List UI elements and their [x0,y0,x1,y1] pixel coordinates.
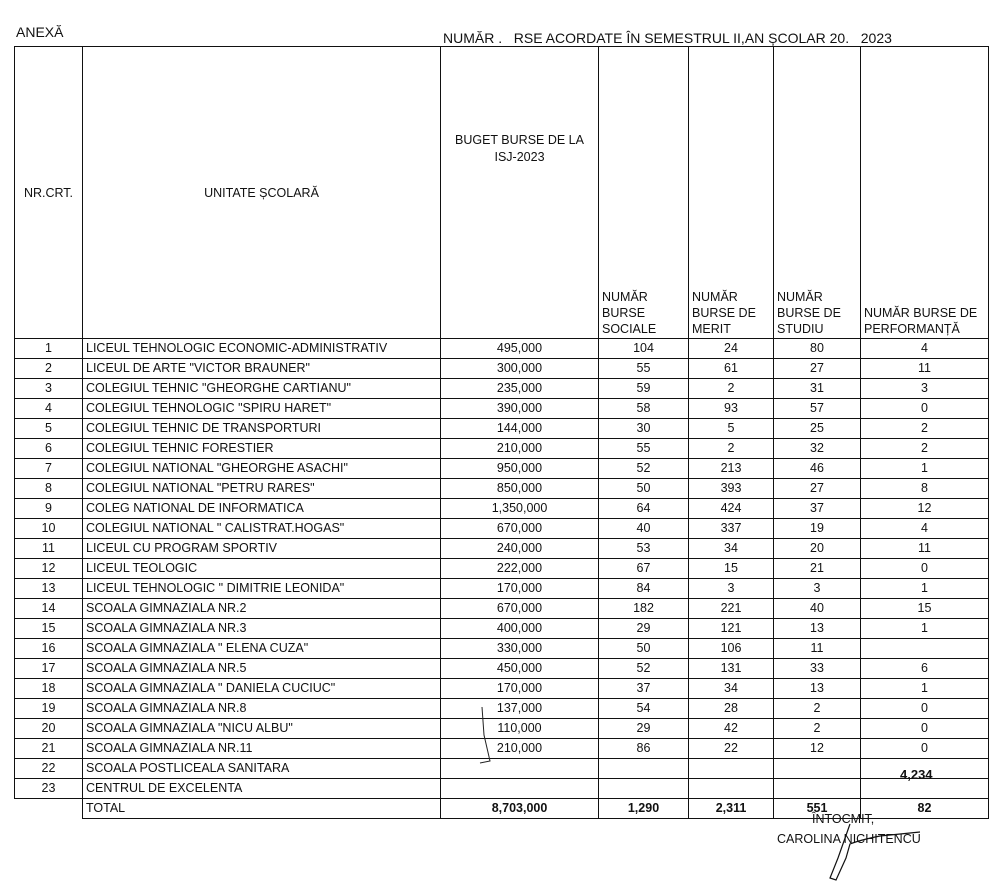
cell-performance: 1 [861,579,989,599]
table-row [15,659,989,679]
cell-nr: 14 [15,599,83,619]
cell-nr: 12 [15,559,83,579]
cell-merit: 337 [689,519,774,539]
table-row [15,539,989,559]
table-row [15,779,989,799]
cell-unit: LICEUL TEOLOGIC [83,559,441,579]
column-header-nr: NR.CRT. [15,47,83,339]
cell-budget: 137,000 [441,699,599,719]
cell-social: 182 [599,599,689,619]
cell-budget: 450,000 [441,659,599,679]
cell-merit: 121 [689,619,774,639]
cell-social: 50 [599,479,689,499]
cell-budget: 300,000 [441,359,599,379]
signature-icon [820,818,930,884]
cell-nr: 15 [15,619,83,639]
cell-study: 37 [774,499,861,519]
cell-unit: CENTRUL DE EXCELENTA [83,779,441,799]
cell-budget: 850,000 [441,479,599,499]
cell-merit: 93 [689,399,774,419]
cell-nr: 21 [15,739,83,759]
cell-merit: 34 [689,539,774,559]
cell-merit: 2 [689,439,774,459]
total-spacer [15,799,83,819]
cell-budget [441,759,599,779]
cell-merit: 131 [689,659,774,679]
cell-nr: 7 [15,459,83,479]
cell-budget: 950,000 [441,459,599,479]
cell-unit: SCOALA GIMNAZIALA " DANIELA CUCIUC" [83,679,441,699]
cell-nr: 5 [15,419,83,439]
cell-unit: COLEGIUL TEHNIC FORESTIER [83,439,441,459]
cell-social: 64 [599,499,689,519]
cell-performance: 4 [861,519,989,539]
cell-performance: 8 [861,479,989,499]
cell-social: 59 [599,379,689,399]
cell-nr: 9 [15,499,83,519]
cell-nr: 4 [15,399,83,419]
cell-unit: SCOALA GIMNAZIALA NR.2 [83,599,441,619]
cell-unit: COLEGIUL NATIONAL "GHEORGHE ASACHI" [83,459,441,479]
cell-unit: SCOALA GIMNAZIALA "NICU ALBU" [83,719,441,739]
table-row [15,399,989,419]
cell-unit: SCOALA GIMNAZIALA NR.8 [83,699,441,719]
cell-social: 53 [599,539,689,559]
cell-unit: COLEGIUL TEHNIC "GHEORGHE CARTIANU" [83,379,441,399]
table-row [15,639,989,659]
cell-budget: 330,000 [441,639,599,659]
cell-unit: SCOALA POSTLICEALA SANITARA [83,759,441,779]
cell-budget: 235,000 [441,379,599,399]
cell-social: 58 [599,399,689,419]
cell-unit: LICEUL TEHNOLOGIC " DIMITRIE LEONIDA" [83,579,441,599]
total-label: TOTAL [83,799,441,819]
column-header-study: NUMĂR BURSE DE STUDIU [774,47,861,339]
cell-merit: 15 [689,559,774,579]
column-header-performance: NUMĂR BURSE DE PERFORMANȚĂ [861,47,989,339]
cell-social: 37 [599,679,689,699]
cell-study: 40 [774,599,861,619]
cell-study: 21 [774,559,861,579]
cell-study: 57 [774,399,861,419]
prepared-by-label: ÎNTOCMIT, [812,812,875,826]
cell-study: 27 [774,359,861,379]
cell-unit: SCOALA GIMNAZIALA NR.11 [83,739,441,759]
cell-performance: 0 [861,699,989,719]
cell-social: 29 [599,719,689,739]
cell-merit: 42 [689,719,774,739]
cell-merit: 213 [689,459,774,479]
table-row [15,579,989,599]
cell-social: 54 [599,699,689,719]
cell-unit: COLEGIUL TEHNOLOGIC "SPIRU HARET" [83,399,441,419]
table-row [15,379,989,399]
cell-budget: 390,000 [441,399,599,419]
table-row [15,419,989,439]
cell-social: 55 [599,439,689,459]
cell-budget: 222,000 [441,559,599,579]
cell-performance: 11 [861,359,989,379]
cell-merit: 393 [689,479,774,499]
cell-unit: LICEUL TEHNOLOGIC ECONOMIC-ADMINISTRATIV [83,339,441,359]
preparer-name: CAROLINA NICHITENCU [777,832,921,846]
cell-performance: 0 [861,719,989,739]
table-row [15,459,989,479]
cell-nr: 20 [15,719,83,739]
cell-social: 50 [599,639,689,659]
cell-nr: 17 [15,659,83,679]
total-social: 1,290 [599,799,689,819]
scholarship-table [14,46,989,819]
cell-performance: 0 [861,399,989,419]
cell-nr: 2 [15,359,83,379]
cell-nr: 8 [15,479,83,499]
cell-social [599,779,689,799]
table-row [15,499,989,519]
annex-label: ANEXĂ [16,24,64,40]
cell-merit [689,779,774,799]
cell-study: 13 [774,679,861,699]
cell-nr: 1 [15,339,83,359]
cell-study: 25 [774,419,861,439]
cell-merit: 24 [689,339,774,359]
cell-nr: 23 [15,779,83,799]
cell-nr: 13 [15,579,83,599]
cell-study: 19 [774,519,861,539]
cell-performance: 1 [861,619,989,639]
table-row [15,599,989,619]
table-row [15,359,989,379]
cell-merit: 61 [689,359,774,379]
cell-budget: 400,000 [441,619,599,639]
cell-budget: 144,000 [441,419,599,439]
cell-study: 46 [774,459,861,479]
cell-nr: 22 [15,759,83,779]
cell-merit [689,759,774,779]
cell-budget: 1,350,000 [441,499,599,519]
cell-merit: 22 [689,739,774,759]
cell-merit: 2 [689,379,774,399]
cell-merit: 3 [689,579,774,599]
total-performance: 82 [861,799,989,819]
cell-budget: 210,000 [441,439,599,459]
cell-social: 40 [599,519,689,539]
table-row [15,479,989,499]
table-row [15,679,989,699]
cell-nr: 19 [15,699,83,719]
cell-nr: 11 [15,539,83,559]
cell-social: 67 [599,559,689,579]
cell-performance: 15 [861,599,989,619]
cell-unit: LICEUL DE ARTE "VICTOR BRAUNER" [83,359,441,379]
total-merit: 2,311 [689,799,774,819]
cell-unit: LICEUL CU PROGRAM SPORTIV [83,539,441,559]
cell-unit: COLEGIUL NATIONAL "PETRU RARES" [83,479,441,499]
cell-performance: 6 [861,659,989,679]
cell-social [599,759,689,779]
table-row [15,339,989,359]
cell-nr: 6 [15,439,83,459]
cell-social: 30 [599,419,689,439]
cell-performance: 2 [861,439,989,459]
cell-merit: 28 [689,699,774,719]
table-row [15,619,989,639]
column-header-merit: NUMĂR BURSE DE MERIT [689,47,774,339]
table-row [15,439,989,459]
cell-unit: SCOALA GIMNAZIALA NR.3 [83,619,441,639]
cell-social: 84 [599,579,689,599]
cell-budget: 170,000 [441,679,599,699]
cell-unit: COLEG NATIONAL DE INFORMATICA [83,499,441,519]
cell-merit: 5 [689,419,774,439]
grand-total: 4,234 [900,767,933,782]
cell-nr: 10 [15,519,83,539]
cell-study: 3 [774,579,861,599]
cell-budget: 170,000 [441,579,599,599]
cell-study: 20 [774,539,861,559]
total-budget: 8,703,000 [441,799,599,819]
cell-study: 33 [774,659,861,679]
cell-study: 80 [774,339,861,359]
cell-study: 2 [774,719,861,739]
cell-nr: 16 [15,639,83,659]
document-title: NUMĂR . RSE ACORDATE ÎN SEMESTRUL II,AN ȘCOLAR 20. 2023 [443,30,892,46]
total-study: 551 [774,799,861,819]
cell-social: 29 [599,619,689,639]
table-row [15,559,989,579]
cell-study: 13 [774,619,861,639]
cell-social: 52 [599,659,689,679]
cell-study [774,759,861,779]
cell-performance: 11 [861,539,989,559]
pen-mark-icon [478,705,508,765]
cell-performance: 12 [861,499,989,519]
cell-budget: 670,000 [441,599,599,619]
cell-budget: 240,000 [441,539,599,559]
cell-merit: 106 [689,639,774,659]
cell-study: 32 [774,439,861,459]
cell-study [774,779,861,799]
cell-budget: 110,000 [441,719,599,739]
cell-social: 104 [599,339,689,359]
cell-social: 86 [599,739,689,759]
cell-unit: COLEGIUL NATIONAL " CALISTRAT.HOGAS" [83,519,441,539]
cell-performance: 4 [861,339,989,359]
table-header-row [15,47,989,339]
cell-performance: 0 [861,559,989,579]
cell-budget [441,779,599,799]
cell-study: 12 [774,739,861,759]
cell-performance: 3 [861,379,989,399]
cell-nr: 3 [15,379,83,399]
cell-unit: COLEGIUL TEHNIC DE TRANSPORTURI [83,419,441,439]
cell-budget: 670,000 [441,519,599,539]
table-row [15,519,989,539]
cell-unit: SCOALA GIMNAZIALA NR.5 [83,659,441,679]
cell-study: 2 [774,699,861,719]
cell-social: 55 [599,359,689,379]
cell-budget: 210,000 [441,739,599,759]
cell-performance: 1 [861,679,989,699]
column-header-budget: BUGET BURSE DE LA ISJ-2023 [441,47,599,339]
cell-unit: SCOALA GIMNAZIALA " ELENA CUZA" [83,639,441,659]
cell-merit: 34 [689,679,774,699]
cell-nr: 18 [15,679,83,699]
cell-performance: 2 [861,419,989,439]
cell-merit: 221 [689,599,774,619]
cell-performance [861,639,989,659]
cell-study: 27 [774,479,861,499]
cell-study: 31 [774,379,861,399]
cell-social: 52 [599,459,689,479]
cell-performance: 0 [861,739,989,759]
cell-budget: 495,000 [441,339,599,359]
cell-performance: 1 [861,459,989,479]
column-header-social: NUMĂR BURSE SOCIALE [599,47,689,339]
cell-merit: 424 [689,499,774,519]
cell-study: 11 [774,639,861,659]
column-header-unit: UNITATE ȘCOLARĂ [83,47,441,339]
